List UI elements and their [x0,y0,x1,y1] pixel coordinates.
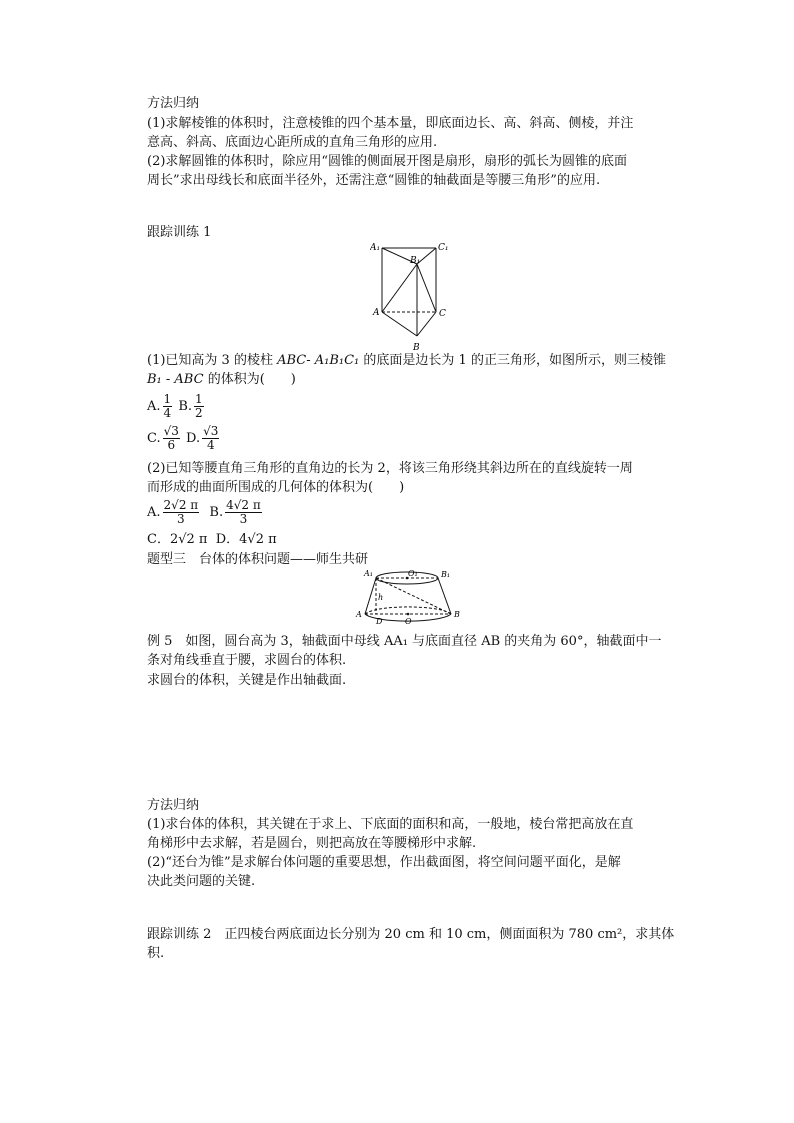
track2-line2: 积. [147,946,165,961]
q2-option-d[interactable]: D．4√2 π [215,532,277,547]
option-b-label: B. [178,399,192,414]
fig2-label-a1: A₁ [364,569,373,578]
track1-q1-b: B₁ - ABC 的体积为( ) [147,372,296,387]
fig2-label-a: A [356,610,362,619]
track1-q2-options-ab [147,497,264,529]
example5-line2: 条对角线垂直于腰，求圆台的体积. [147,653,347,668]
fig2-label-o1: O₁ [408,569,418,578]
option-c-label: C. [147,431,161,446]
track1-q2-b: 而形成的曲面所围成的几何体的体积为( ) [147,480,405,495]
option-a-fraction[interactable]: $\frac{1}{4}$ [163,392,172,420]
fig1-label-b1: B₁ [410,256,421,266]
fig2-label-d: D [376,617,383,626]
method2-p2-a: (2)“还台为锥”是求解台体问题的重要思想，作出截面图，将空间问题平面化，是解 [147,855,621,870]
frustum-figure [350,566,470,628]
track1-title: 跟踪训练 1 [147,225,212,240]
method1-p1-a: (1)求解棱锥的体积时，注意棱锥的四个基本量，即底面边长、高、斜高、侧棱，并注 [147,116,634,131]
fig2-label-o: O [405,617,412,626]
fig1-label-a: A [373,308,380,318]
fig1-label-c: C [439,309,446,319]
method2-p2-b: 决此类问题的关键. [147,874,256,889]
q2-option-b-fraction[interactable]: $\frac{4√2 \pi}{3}$ [226,498,261,526]
pyramid-name: B₁ - ABC [147,372,204,387]
fig1-label-a1: A₁ [370,243,381,253]
q2-option-c[interactable]: C．2√2 π [147,532,208,547]
option-d-label: D. [186,431,201,446]
fig1-label-c1: C₁ [438,243,449,253]
track1-q1-a: (1)已知高为 3 的棱柱 ABC- A₁B₁C₁ 的底面是边长为 1 的正三角形，如图所示，则三棱锥 [147,353,666,368]
track1-q1-options-cd [147,424,221,454]
fig2-label-b1: B₁ [441,570,451,579]
method2-p1-a: (1)求台体的体积，其关键在于求上、下底面的面积和高，一般地，棱台常把高放在直 [147,817,634,832]
fig2-label-h: h [378,593,384,602]
method1-p2-b: 周长”求出母线长和底面半径外，还需注意“圆锥的轴截面是等腰三角形”的应用. [147,173,601,188]
track1-q1-options-ab [147,392,206,422]
method1-p2-a: (2)求解圆锥的体积时，除应用“圆锥的侧面展开图是扇形，扇形的弧长为圆锥的底面 [147,154,628,169]
fig1-label-b: B [413,343,420,353]
prism-figure [370,238,455,355]
example5-line3: 求圆台的体积，关键是作出轴截面. [147,673,347,688]
example5-line1: 例 5 如图，圆台高为 3，轴截面中母线 AA₁ 与底面直径 AB 的夹角为 60°，轴截面中一 [147,634,662,649]
q2-option-a-fraction[interactable]: $\frac{2√2 \pi}{3}$ [163,498,199,526]
option-a-label: A. [147,399,161,414]
method-title-2: 方法归纳 [147,798,200,813]
q2-option-a-label: A. [147,505,161,520]
q2-option-b-label: B. [209,505,224,520]
fig2-label-b: B [454,610,460,619]
section3-title: 题型三 台体的体积问题——师生共研 [147,552,369,567]
method-title-1: 方法归纳 [147,96,200,111]
track1-q2-a: (2)已知等腰直角三角形的直角边的长为 2，将该三角形绕其斜边所在的直线旋转一周 [147,461,633,476]
option-d-fraction[interactable]: $\frac{√3}{4}$ [203,424,219,452]
track1-q2-options-cd [147,531,277,549]
prism-name: ABC- A₁B₁C₁ [277,353,360,368]
method1-p1-b: 意高、斜高、底面边心距所成的直角三角形的应用. [147,135,438,150]
track2-line1: 跟踪训练 2 正四棱台两底面边长分别为 20 cm 和 10 cm，侧面面积为 780 cm²，求其体 [147,927,675,942]
option-c-fraction[interactable]: $\frac{√3}{6}$ [163,424,179,452]
option-b-fraction[interactable]: $\frac{1}{2}$ [195,392,203,420]
method2-p1-b: 角梯形中去求解，若是圆台，则把高放在等腰梯形中求解. [147,836,477,851]
